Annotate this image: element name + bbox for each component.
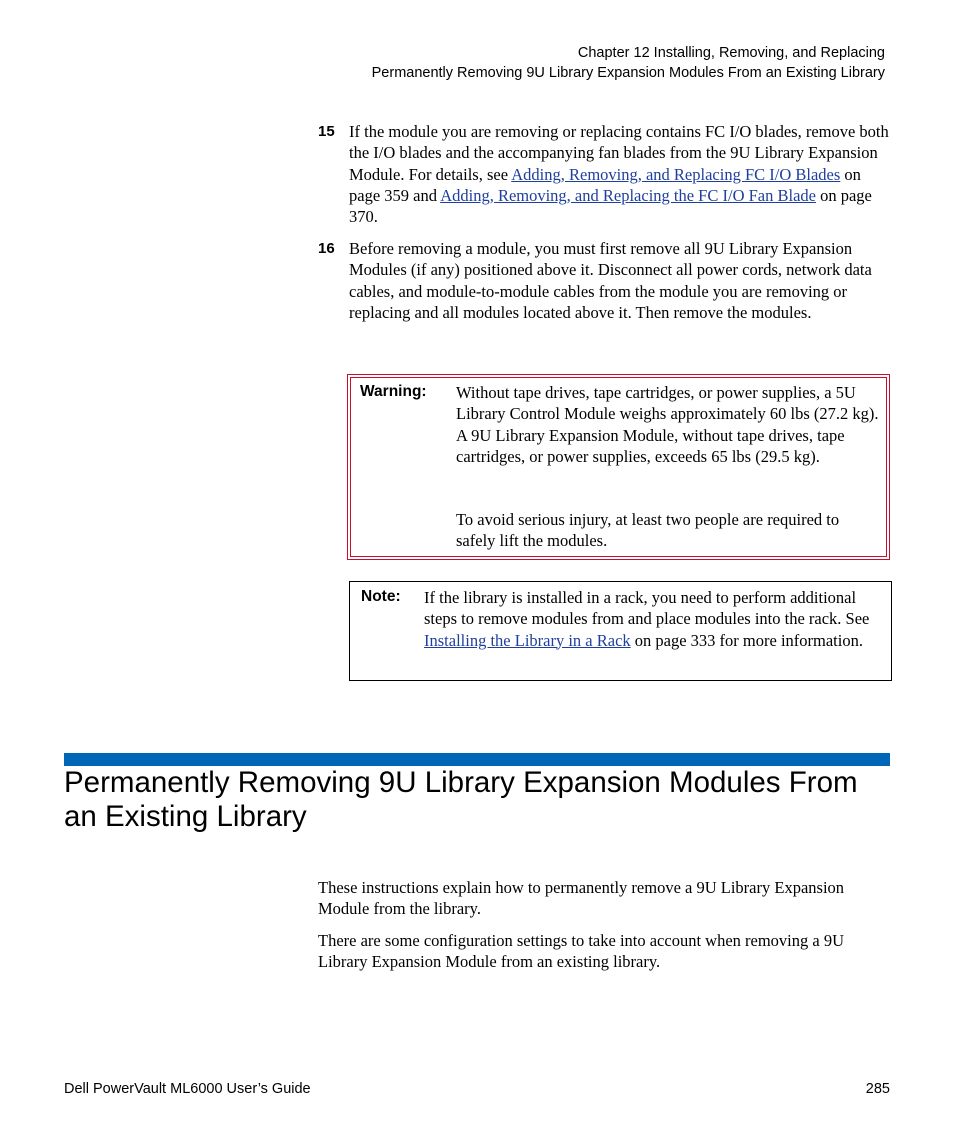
note-box (349, 581, 892, 681)
warning-label: Warning: (360, 383, 427, 400)
link-fc-io-fan-blade[interactable]: Adding, Removing, and Replacing the FC I/O Fan Blade (440, 185, 816, 205)
step-text: Before removing a module, you must first remove all 9U Library Expansion Modules (if any) positioned above it. Disconnect all power cords, network data cables, and module-to-module cables from the module you are removing or replacing and all modules located above it. Then remove the modules. (349, 239, 872, 322)
warning-text-1: Without tape drives, tape cartridges, or power supplies, a 5U Library Control Module weighs approximately 60 lbs (27.2 kg). A 9U Library Expansion Module, without tape drives, tape cartridges, or power supplies, exceeds 65 lbs (29.5 kg). (456, 383, 879, 466)
section-paragraph-2: There are some configuration settings to take into account when removing a 9U Library Expansion Module from an existing library. (318, 931, 845, 972)
footer-guide-title: Dell PowerVault ML6000 User’s Guide (64, 1081, 311, 1097)
warning-box (347, 374, 890, 560)
link-fc-io-blades[interactable]: Adding, Removing, and Replacing FC I/O Blades (511, 164, 841, 184)
warning-text-2: To avoid serious injury, at least two people are required to safely lift the modules. (456, 510, 840, 551)
section-rule (64, 753, 890, 766)
link-install-rack[interactable]: Installing the Library in a Rack (424, 630, 631, 650)
section-title: Permanently Removing 9U Library Expansion Modules From an Existing Library (64, 766, 858, 833)
step-text: If the module you are removing or replacing contains FC I/O blades, remove both the I/O blades and the accompanying fan blades from the 9U Library Expansion Module. For details, see Adding, Removing, and Replacing FC I/O Blades on page 359 and Adding, Removing, and Replacing the FC I/O Fan Blade on page 370. (349, 122, 889, 227)
running-header-chapter: Chapter 12 Installing, Removing, and Replacing (577, 45, 885, 61)
footer-page-number: 285 (865, 1081, 890, 1097)
section-paragraph-1: These instructions explain how to permanently remove a 9U Library Expansion Module from the library. (318, 878, 845, 919)
running-header (372, 43, 885, 83)
step-15 (318, 121, 890, 227)
note-text: If the library is installed in a rack, you need to perform additional steps to remove modules from and place modules into the rack. See Installing the Library in a Rack on page 333 for more information. (424, 588, 870, 650)
running-header-section: Permanently Removing 9U Library Expansion Modules From an Existing Library (371, 65, 885, 81)
step-16 (318, 238, 890, 323)
step-number: 16 (318, 240, 335, 257)
step-number: 15 (318, 123, 335, 140)
note-label: Note: (361, 588, 401, 605)
